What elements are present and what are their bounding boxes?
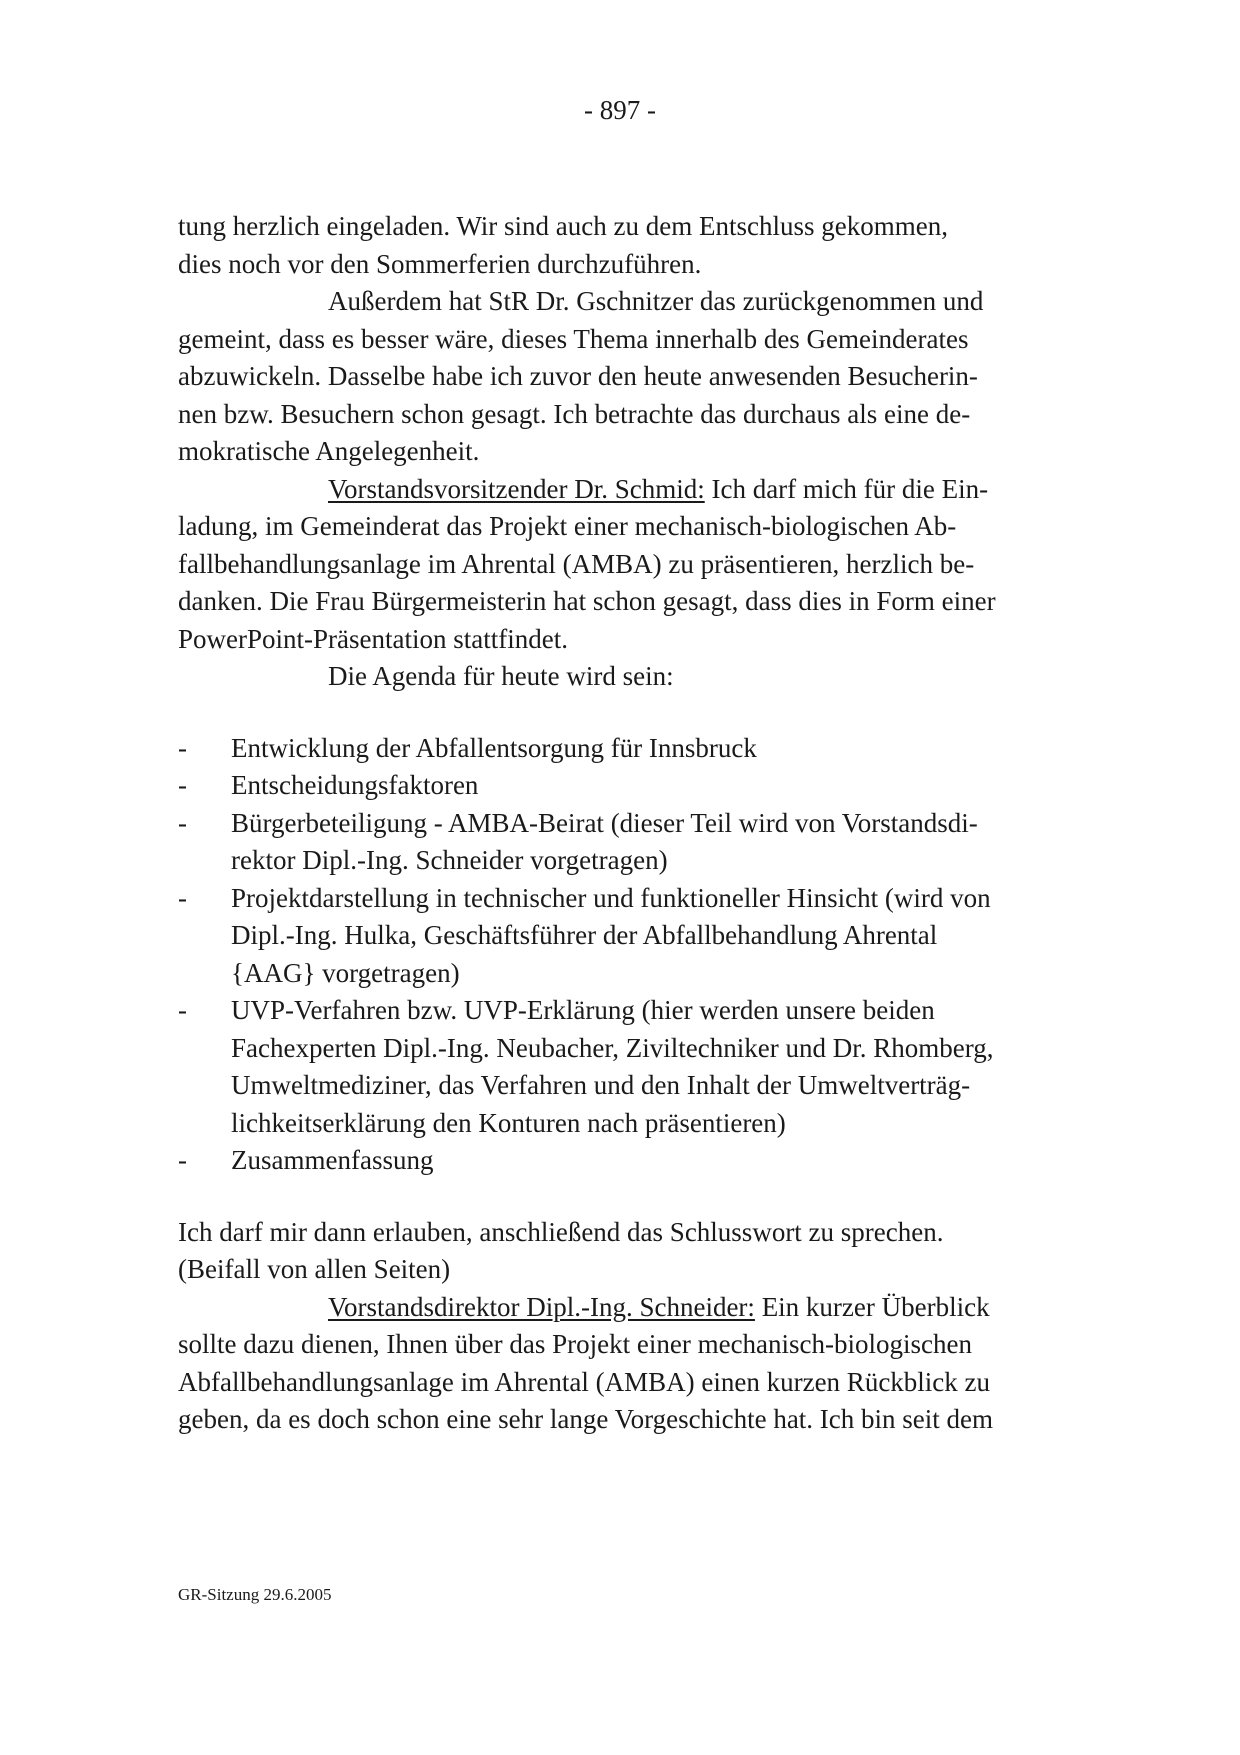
paragraph-closing — [178, 1214, 1078, 1289]
list-dash: - — [178, 882, 187, 913]
list-dash: - — [178, 770, 187, 800]
text-line: danken. Die Frau Bürgermeisterin hat schon gesagt, dass dies in Form einer — [178, 586, 996, 616]
text-segment: Ich darf mich für die Ein- — [704, 473, 989, 504]
text-segment: Ein kurzer Überblick — [754, 1291, 990, 1322]
list-dash: - — [178, 807, 187, 838]
agenda-item — [178, 805, 1078, 880]
page-footer: GR-Sitzung 29.6.2005 — [178, 1585, 332, 1604]
text-line: geben, da es doch schon eine sehr lange Vorgeschichte hat. Ich bin seit dem — [178, 1404, 994, 1434]
agenda-item — [178, 880, 1078, 993]
speaker-name: Vorstandsdirektor Dipl.-Ing. Schneider: — [328, 1291, 755, 1322]
blank-line — [178, 1180, 1078, 1214]
text-line: Bürgerbeteiligung - AMBA-Beirat (dieser Teil wird von Vorstandsdi- — [231, 807, 978, 838]
text-line: {AAG} vorgetragen) — [231, 957, 460, 988]
paragraph-continuation — [178, 208, 1078, 283]
text-line: rektor Dipl.-Ing. Schneider vorgetragen) — [231, 845, 668, 875]
agenda-item — [178, 992, 1078, 1142]
text-line: Zusammenfassung — [231, 1145, 434, 1175]
text-line: gemeint, dass es besser wäre, dieses Thema innerhalb des Gemeinderates — [178, 323, 969, 354]
agenda-list — [178, 730, 1078, 1180]
text-line: abzuwickeln. Dasselbe habe ich zuvor den heute anwesenden Besucherin- — [178, 361, 978, 391]
text-line: lichkeitserklärung den Konturen nach präsentieren) — [231, 1107, 786, 1138]
agenda-item — [178, 767, 1078, 805]
speaker-name: Vorstandsvorsitzender Dr. Schmid: — [328, 473, 705, 504]
text-line: fallbehandlungsanlage im Ahrental (AMBA) zu präsentieren, herzlich be- — [178, 548, 975, 579]
agenda-item — [178, 730, 1078, 768]
text-line: mokratische Angelegenheit. — [178, 436, 480, 466]
paragraph-gschnitzer — [178, 283, 1078, 471]
text-line: tung herzlich eingeladen. Wir sind auch zu dem Entschluss gekommen, — [178, 211, 948, 241]
text-line: Entwicklung der Abfallentsorgung für Innsbruck — [231, 732, 757, 763]
page-number: - 897 - — [584, 95, 656, 125]
paragraph-agenda-intro — [178, 658, 1078, 696]
text-line — [178, 1289, 1078, 1327]
text-line: dies noch vor den Sommerferien durchzuführen. — [178, 248, 702, 279]
text-line — [178, 471, 1078, 509]
text-line: Umweltmediziner, das Verfahren und den Inhalt der Umweltverträg- — [231, 1070, 971, 1100]
text-line: Entscheidungsfaktoren — [231, 770, 479, 800]
text-line: Fachexperten Dipl.-Ing. Neubacher, Ziviltechniker und Dr. Rhomberg, — [231, 1032, 994, 1063]
text-line: Außerdem hat StR Dr. Gschnitzer das zurückgenommen und — [328, 286, 984, 316]
paragraph-schmid — [178, 471, 1078, 659]
text-line: Projektdarstellung in technischer und funktioneller Hinsicht (wird von — [231, 882, 991, 913]
list-dash: - — [178, 732, 187, 763]
document-body — [178, 208, 1078, 1439]
text-line: ladung, im Gemeinderat das Projekt einer mechanisch-biologischen Ab- — [178, 511, 957, 541]
text-line: Ich darf mir dann erlauben, anschließend das Schlusswort zu sprechen. — [178, 1216, 944, 1247]
text-line: Abfallbehandlungsanlage im Ahrental (AMBA) einen kurzen Rückblick zu — [178, 1366, 991, 1397]
list-dash: - — [178, 1145, 187, 1175]
text-line: PowerPoint-Präsentation stattfindet. — [178, 623, 568, 654]
text-line: sollte dazu dienen, Ihnen über das Projekt einer mechanisch-biologischen — [178, 1329, 972, 1359]
text-line: Dipl.-Ing. Hulka, Geschäftsführer der Abfallbehandlung Ahrental — [231, 920, 938, 950]
text-line: UVP-Verfahren bzw. UVP-Erklärung (hier werden unsere beiden — [231, 995, 935, 1025]
paragraph-schneider — [178, 1289, 1078, 1439]
blank-line — [178, 696, 1078, 730]
text-line: (Beifall von allen Seiten) — [178, 1254, 451, 1284]
list-dash: - — [178, 995, 187, 1025]
text-line: nen bzw. Besuchern schon gesagt. Ich betrachte das durchaus als eine de- — [178, 398, 971, 429]
text-line: Die Agenda für heute wird sein: — [328, 661, 674, 691]
agenda-item — [178, 1142, 1078, 1180]
